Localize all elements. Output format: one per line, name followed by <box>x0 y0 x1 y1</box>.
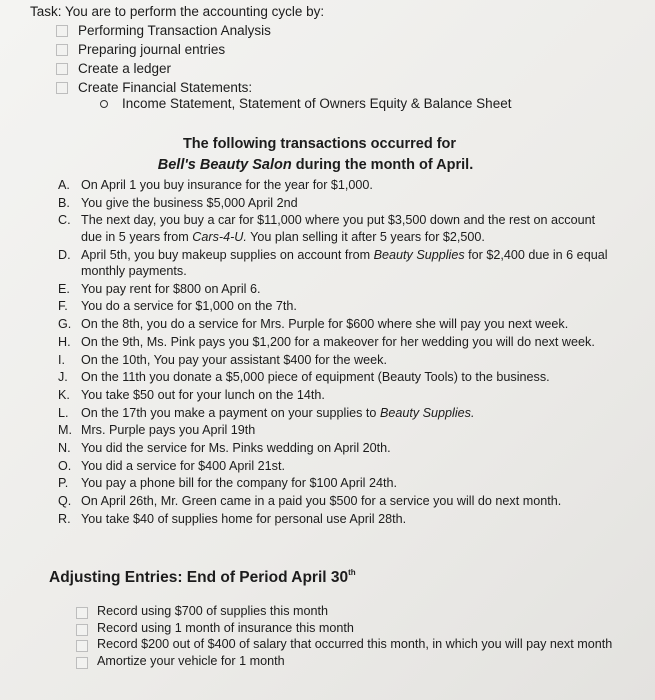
transaction-letter: F. <box>58 299 68 314</box>
transaction-letter: P. <box>58 476 69 491</box>
transaction-letter: C. <box>58 213 71 228</box>
transaction-text: The next day, you buy a car for $11,000 where you put $3,500 down and the rest on account due in 5 years from Cars-4-U. You plan selling it after 5 years for $2,500. <box>81 213 596 244</box>
transaction-text: You give the business $5,000 April 2nd <box>81 195 298 210</box>
transaction-letter: A. <box>58 178 70 192</box>
transaction-item <box>58 177 618 194</box>
transaction-item <box>58 369 618 386</box>
transaction-item <box>58 422 618 439</box>
task-steps <box>56 21 271 97</box>
adjusting-entry-item <box>76 603 616 620</box>
transaction-text: You take $50 out for your lunch on the 14th. <box>81 387 325 402</box>
transaction-text: On April 26th, Mr. Green came in a paid you $500 for a service you will do next month. <box>81 494 562 508</box>
adjusting-entry-text: Record using $700 of supplies this month <box>97 604 329 618</box>
transaction-item <box>58 352 618 369</box>
transaction-letter: G. <box>58 317 72 332</box>
transaction-text: On April 1 you buy insurance for the year for $1,000. <box>81 178 373 192</box>
adjusting-entry-item <box>76 636 616 653</box>
transaction-text: You do a service for $1,000 on the 7th. <box>81 299 297 314</box>
transactions-subheading: Bell's Beauty Salon during the month of April. <box>157 157 474 173</box>
transaction-item <box>58 212 618 245</box>
vendor-name: Beauty Supplies <box>373 247 465 262</box>
transaction-letter: K. <box>58 387 70 402</box>
task-sub-step: Income Statement, Statement of Owners Equity & Balance Sheet <box>100 96 511 111</box>
transaction-letter: E. <box>58 281 70 296</box>
checkbox-icon <box>56 44 68 56</box>
adjusting-entry-text: Record using 1 month of insurance this month <box>97 620 354 635</box>
transaction-item <box>58 298 618 315</box>
adjusting-entries-list <box>76 603 616 669</box>
adjusting-entry-item <box>76 620 616 637</box>
task-step: Create a ledger <box>56 59 271 78</box>
transaction-list <box>58 177 618 528</box>
transaction-item <box>58 387 618 404</box>
transaction-item <box>58 511 618 528</box>
transaction-text: On the 17th you make a payment on your supplies to Beauty Supplies. <box>81 405 475 420</box>
transaction-letter: Q. <box>58 494 72 508</box>
transaction-text: You pay rent for $800 on April 6. <box>81 281 261 296</box>
transaction-item <box>58 440 618 457</box>
vendor-name: Cars-4-U. <box>192 229 247 244</box>
transaction-letter: I. <box>58 352 65 367</box>
transaction-text: You pay a phone bill for the company for $100 April 24th. <box>81 476 397 491</box>
circle-bullet-icon <box>100 100 108 108</box>
transaction-item <box>58 247 618 280</box>
vendor-name: Beauty Supplies. <box>379 405 475 420</box>
transaction-letter: O. <box>58 458 72 473</box>
transaction-letter: R. <box>58 511 71 526</box>
transaction-item <box>58 281 618 298</box>
task-title: Task: You are to perform the accounting cycle by: <box>30 4 325 19</box>
transaction-letter: J. <box>58 370 68 385</box>
checkbox-icon <box>56 25 68 37</box>
transaction-text: You take $40 of supplies home for personal use April 28th. <box>81 511 407 526</box>
adjusting-entry-item <box>76 653 616 670</box>
transactions-heading: The following transactions occurred for <box>182 136 457 152</box>
transaction-letter: H. <box>58 334 71 349</box>
transaction-item <box>58 316 618 333</box>
transaction-text: On the 10th, You pay your assistant $400 for the week. <box>81 352 387 367</box>
checkbox-icon <box>56 63 68 75</box>
transaction-item <box>58 475 618 492</box>
transaction-item <box>58 195 618 212</box>
adjusting-entry-text: Amortize your vehicle for 1 month <box>97 653 285 668</box>
transaction-text: On the 9th, Ms. Pink pays you $1,200 for a makeover for her wedding you will do next week. <box>81 334 595 349</box>
transaction-letter: L. <box>58 405 69 420</box>
transaction-item <box>58 334 618 351</box>
checkbox-icon <box>56 82 68 94</box>
transaction-letter: B. <box>58 195 70 210</box>
transaction-text: You did a service for $400 April 21st. <box>81 458 285 473</box>
transaction-item <box>58 493 618 510</box>
checkbox-icon <box>76 657 88 669</box>
checkbox-icon <box>76 640 88 652</box>
transaction-letter: N. <box>58 440 71 455</box>
transaction-text: You did the service for Ms. Pinks wedding on April 20th. <box>81 440 391 455</box>
checkbox-icon <box>76 624 88 636</box>
transaction-text: Mrs. Purple pays you April 19th <box>81 423 256 438</box>
task-step: Create Financial Statements: <box>56 78 271 97</box>
transaction-letter: D. <box>58 247 71 262</box>
checkbox-icon <box>76 607 88 619</box>
transaction-text: On the 8th, you do a service for Mrs. Purple for $600 where she will pay you next week. <box>81 317 569 332</box>
transaction-text: On the 11th you donate a $5,000 piece of equipment (Beauty Tools) to the business. <box>81 370 550 385</box>
transaction-text: April 5th, you buy makeup supplies on account from Beauty Supplies for $2,400 due in 6 equal monthly payments. <box>81 247 608 279</box>
task-step: Performing Transaction Analysis <box>56 21 271 40</box>
transaction-letter: M. <box>58 423 72 438</box>
adjusting-entries-title: Adjusting Entries: End of Period April 30th <box>49 568 356 586</box>
adjusting-entry-text: Record $200 out of $400 of salary that occurred this month, in which you will pay next month <box>97 637 613 651</box>
task-step: Preparing journal entries <box>56 40 271 59</box>
transaction-item <box>58 458 618 475</box>
transaction-item <box>58 405 618 422</box>
